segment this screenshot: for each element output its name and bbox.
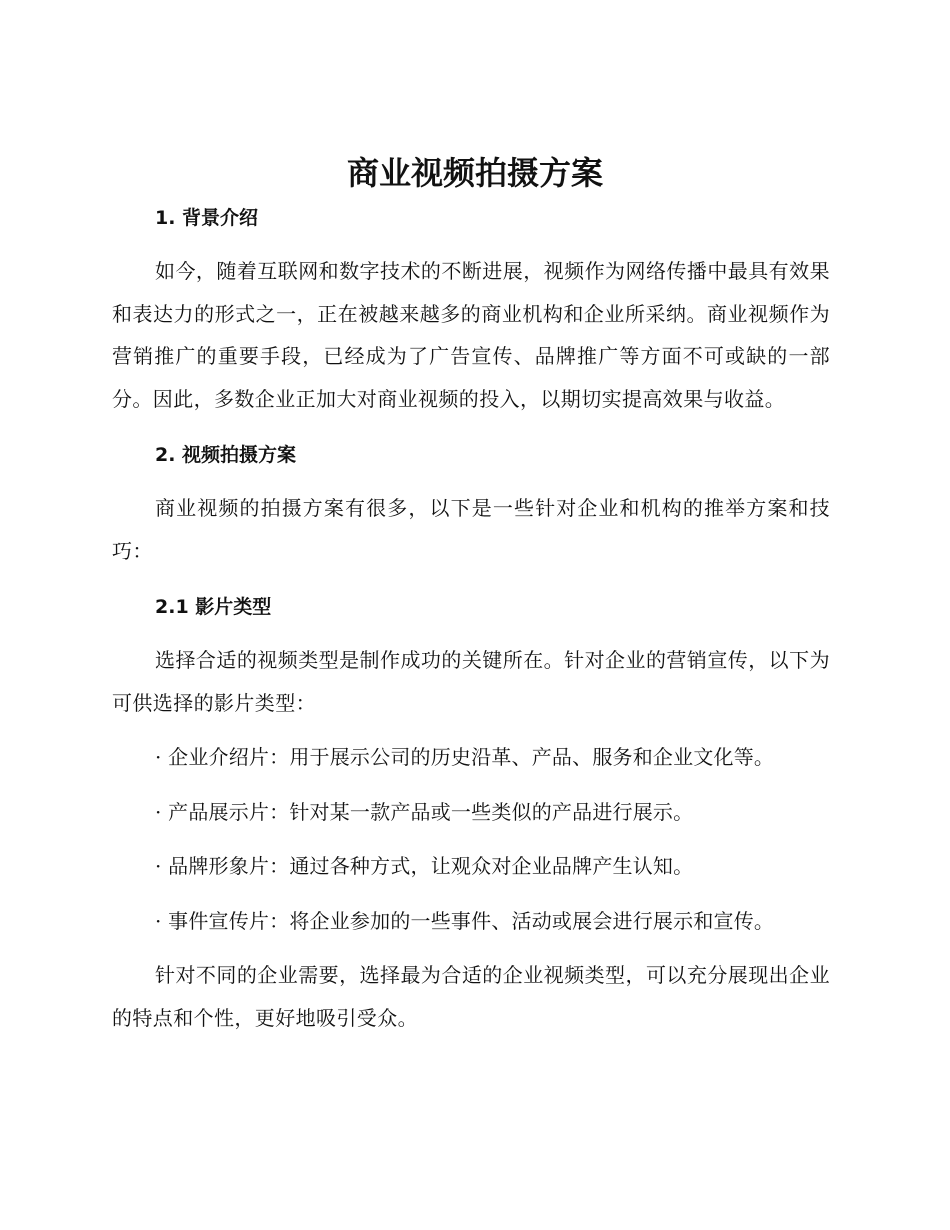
section-heading-shooting-plan: 2. 视频拍摄方案 [155, 444, 297, 466]
section-heading-background: 1. 背景介绍 [155, 207, 259, 229]
background-paragraph: 如今，随着互联网和数字技术的不断进展，视频作为网络传播中最具有效果和表达力的形式之一，正在被越来越多的商业机构和企业所采纳。商业视频作为营销推广的重要手段，已经成为了广告宣传、品牌推广等方面不可或缺的一部分。因此，多数企业正加大对商业视频的投入，以期切实提高效果与收益。 [112, 259, 830, 411]
list-item: · 品牌形象片：通过各种方式，让观众对企业品牌产生认知。 [155, 854, 694, 878]
shooting-plan-paragraph: 商业视频的拍摄方案有很多，以下是一些针对企业和机构的推举方案和技巧： [112, 496, 830, 563]
film-types-intro-paragraph: 选择合适的视频类型是制作成功的关键所在。针对企业的营销宣传，以下为可供选择的影片类型： [112, 648, 830, 715]
list-item: · 事件宣传片：将企业参加的一些事件、活动或展会进行展示和宣传。 [155, 908, 775, 933]
film-types-conclusion-paragraph: 针对不同的企业需要，选择最为合适的企业视频类型，可以充分展现出企业的特点和个性，更好地吸引受众。 [112, 963, 830, 1030]
document-body [112, 198, 830, 1039]
section-heading-film-types: 2.1 影片类型 [155, 596, 272, 618]
list-item: · 产品展示片：针对某一款产品或一些类似的产品进行展示。 [155, 799, 694, 824]
page-title: 商业视频拍摄方案 [346, 154, 603, 192]
list-item: · 企业介绍片：用于展示公司的历史沿革、产品、服务和企业文化等。 [155, 745, 775, 769]
